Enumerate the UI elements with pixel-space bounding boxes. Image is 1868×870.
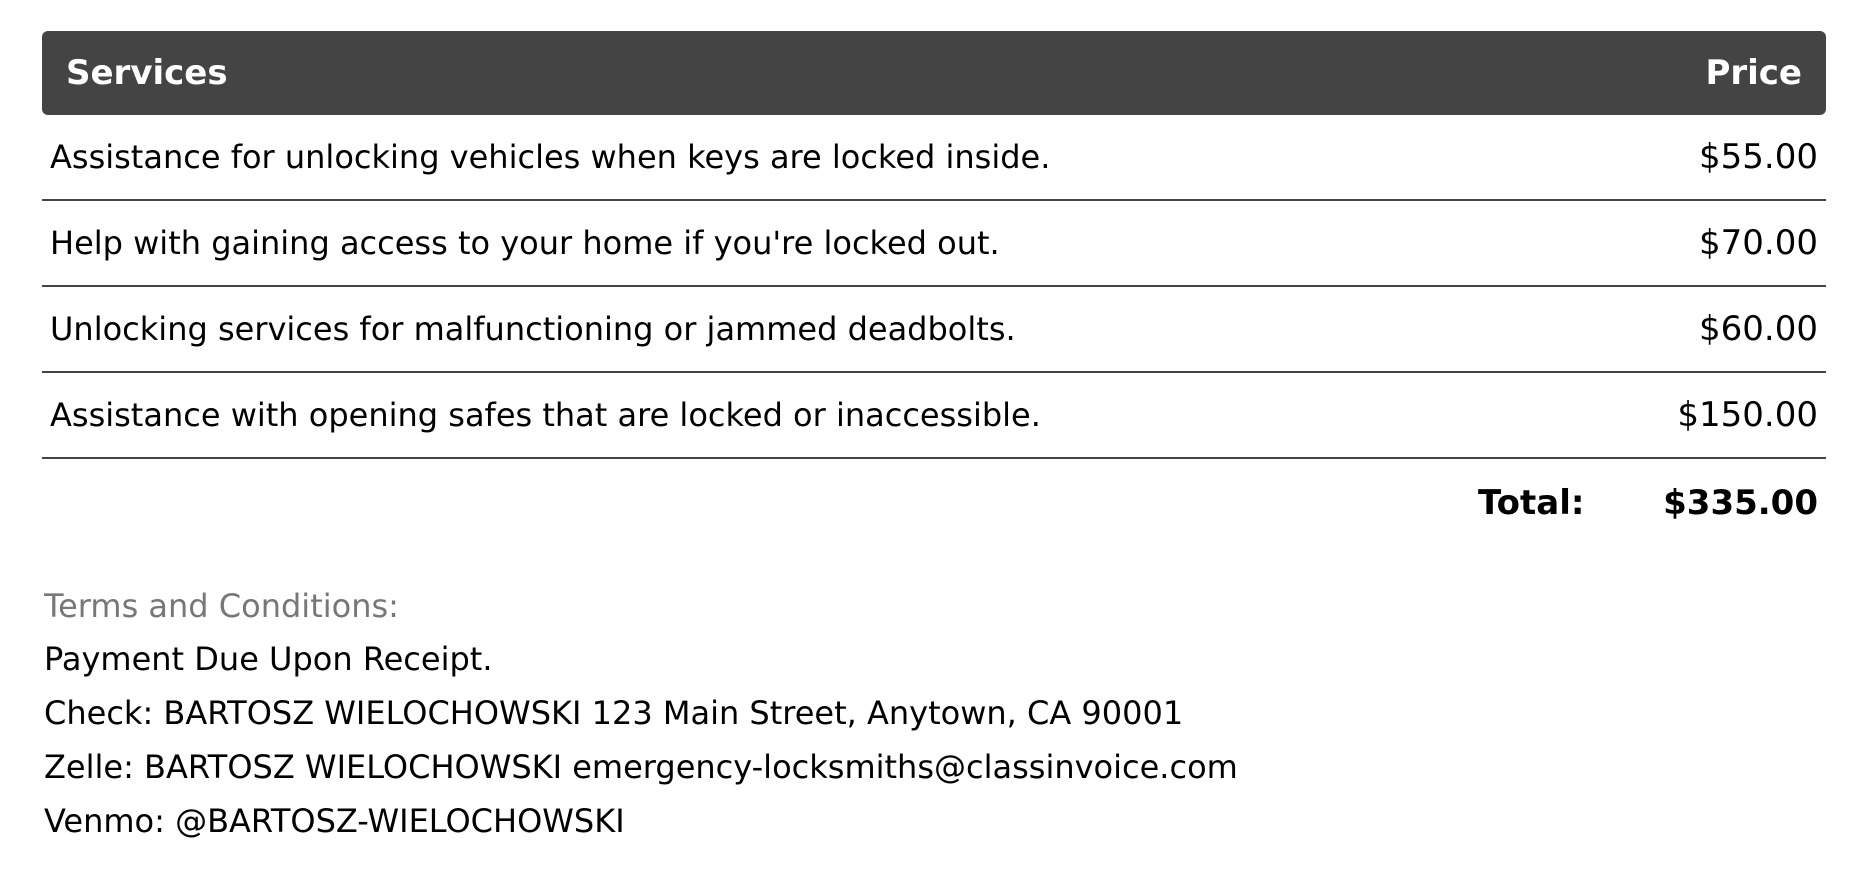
- services-column-header: Services: [66, 53, 228, 93]
- price-column-header: Price: [1705, 53, 1802, 93]
- table-header: [42, 31, 1826, 115]
- total-value: $335.00: [1663, 483, 1818, 523]
- service-description: Assistance with opening safes that are locked or inaccessible.: [50, 396, 1041, 434]
- terms-title: Terms and Conditions:: [44, 587, 399, 625]
- service-price: $60.00: [1699, 309, 1818, 349]
- service-price: $150.00: [1677, 395, 1818, 435]
- terms-section: [44, 580, 1744, 848]
- table-row: [42, 373, 1826, 459]
- total-row: [42, 459, 1826, 547]
- service-description: Unlocking services for malfunctioning or jammed deadbolts.: [50, 310, 1016, 348]
- service-price: $70.00: [1699, 223, 1818, 263]
- total-label: Total:: [1478, 483, 1585, 523]
- service-price: $55.00: [1699, 137, 1818, 177]
- table-row: [42, 115, 1826, 201]
- service-description: Help with gaining access to your home if you're locked out.: [50, 224, 1000, 262]
- venmo-payment-line: Venmo: @BARTOSZ-WIELOCHOWSKI: [44, 802, 625, 840]
- table-row: [42, 201, 1826, 287]
- zelle-payment-line: Zelle: BARTOSZ WIELOCHOWSKI emergency-locksmiths@classinvoice.com: [44, 748, 1238, 786]
- table-row: [42, 287, 1826, 373]
- payment-due-line: Payment Due Upon Receipt.: [44, 640, 493, 678]
- service-description: Assistance for unlocking vehicles when keys are locked inside.: [50, 138, 1051, 176]
- services-table: [42, 31, 1826, 547]
- check-payment-line: Check: BARTOSZ WIELOCHOWSKI 123 Main Street, Anytown, CA 90001: [44, 694, 1184, 732]
